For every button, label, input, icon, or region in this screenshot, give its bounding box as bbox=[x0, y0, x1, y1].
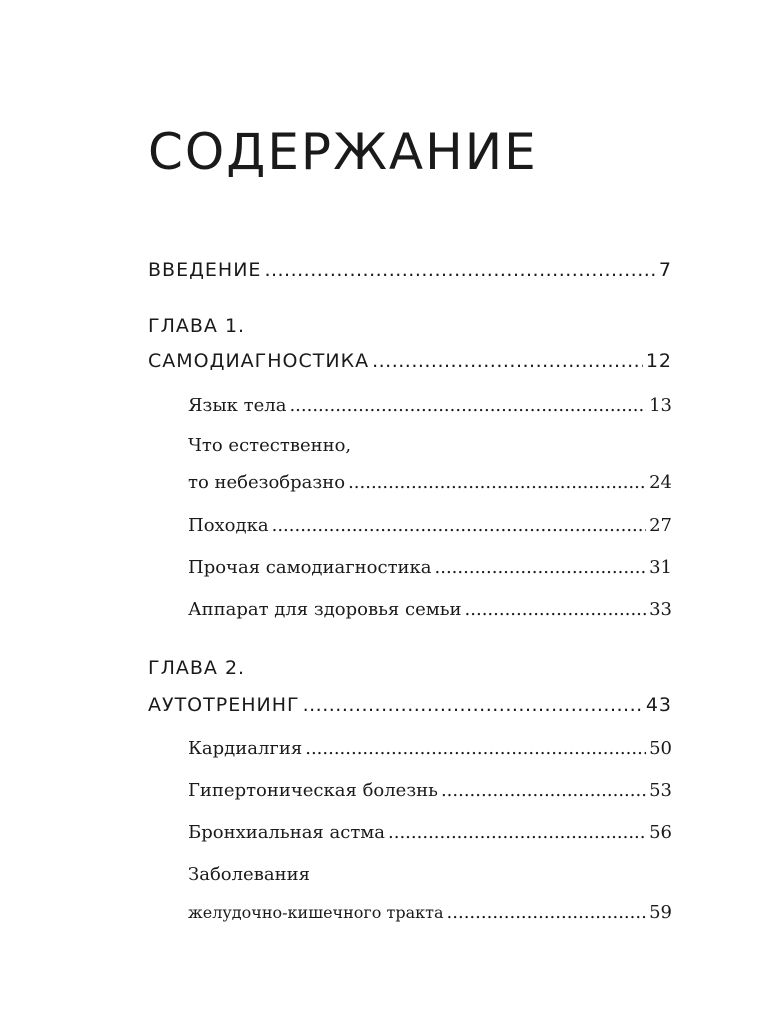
toc-entry-label: Язык тела bbox=[188, 395, 287, 416]
toc-entry-body-language[interactable] bbox=[188, 394, 672, 418]
dot-leader bbox=[447, 901, 647, 925]
toc-entry-page: 7 bbox=[658, 259, 672, 281]
toc-entry-label: САМОДИАГНОСТИКА bbox=[148, 350, 370, 372]
toc-entry-intro[interactable] bbox=[148, 258, 672, 282]
toc-entry-label: Прочая самодиагностика bbox=[188, 557, 432, 578]
dot-leader bbox=[348, 471, 646, 495]
toc-entry-label: Гипертоническая болезнь bbox=[188, 780, 438, 801]
chapter-heading-label: ГЛАВА 1. bbox=[148, 315, 246, 337]
toc-entry-page: 53 bbox=[649, 780, 672, 801]
dot-leader bbox=[372, 349, 643, 373]
dot-leader bbox=[435, 556, 647, 580]
toc-entry-page: 56 bbox=[649, 822, 672, 843]
toc-entry-cardialgia[interactable] bbox=[188, 737, 672, 761]
toc-entry-label: ВВЕДЕНИЕ bbox=[148, 259, 262, 281]
toc-entry-gi-line2[interactable] bbox=[188, 901, 672, 925]
toc-entry-page: 12 bbox=[645, 350, 672, 372]
toc-entry-label: Походка bbox=[188, 515, 269, 536]
toc-entry-natural-line1[interactable] bbox=[188, 434, 672, 458]
toc-entry-page: 13 bbox=[649, 395, 672, 416]
dot-leader bbox=[465, 598, 647, 622]
toc-entry-label: Аппарат для здоровья семьи bbox=[188, 599, 462, 620]
toc-entry-label: Что естественно, bbox=[188, 435, 352, 456]
toc-entry-label: АУТОТРЕНИНГ bbox=[148, 694, 300, 716]
toc-entry-label: Кардиалгия bbox=[188, 738, 303, 759]
dot-leader bbox=[272, 514, 647, 538]
toc-entry-label: Заболевания bbox=[188, 864, 310, 885]
toc-entry-chapter-1[interactable] bbox=[148, 349, 672, 373]
toc-entry-chapter-2[interactable] bbox=[148, 693, 672, 717]
dot-leader bbox=[305, 737, 646, 761]
toc-entry-asthma[interactable] bbox=[188, 821, 672, 845]
toc-title: СОДЕРЖАНИЕ bbox=[148, 123, 538, 181]
dot-leader bbox=[388, 821, 646, 845]
toc-entry-label: то небезобразно bbox=[188, 472, 346, 493]
toc-entry-hypertension[interactable] bbox=[188, 779, 672, 803]
chapter-2-heading bbox=[148, 656, 672, 680]
chapter-1-heading bbox=[148, 314, 672, 338]
toc-entry-page: 31 bbox=[649, 557, 672, 578]
dot-leader bbox=[289, 394, 646, 418]
dot-leader bbox=[303, 693, 643, 717]
toc-entry-label: желудочно-кишечного тракта bbox=[188, 903, 444, 922]
toc-entry-page: 50 bbox=[649, 738, 672, 759]
toc-entry-label: Бронхиальная астма bbox=[188, 822, 386, 843]
toc-entry-natural-line2[interactable] bbox=[188, 471, 672, 495]
dot-leader bbox=[441, 779, 646, 803]
toc-entry-gait[interactable] bbox=[188, 514, 672, 538]
toc-entry-other-self-diagnosis[interactable] bbox=[188, 556, 672, 580]
toc-entry-page: 27 bbox=[649, 515, 672, 536]
dot-leader bbox=[264, 258, 655, 282]
toc-entry-page: 33 bbox=[649, 599, 672, 620]
toc-entry-page: 43 bbox=[645, 694, 672, 716]
toc-entry-gi-line1[interactable] bbox=[188, 863, 672, 887]
toc-entry-family-health-device[interactable] bbox=[188, 598, 672, 622]
toc-entry-page: 24 bbox=[649, 472, 672, 493]
chapter-heading-label: ГЛАВА 2. bbox=[148, 657, 246, 679]
toc-entry-page: 59 bbox=[649, 902, 672, 923]
